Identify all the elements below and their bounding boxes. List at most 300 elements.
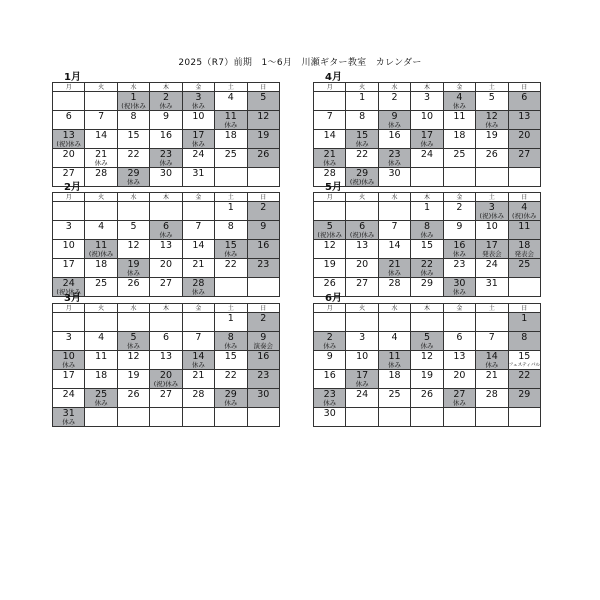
day-number: 24 — [420, 149, 434, 160]
day-number: 27 — [518, 149, 531, 160]
weekday-header: 木 — [411, 193, 443, 202]
day-cell — [215, 351, 247, 370]
day-number: 31 — [485, 278, 498, 289]
day-cell — [346, 389, 378, 408]
day-cell — [182, 149, 214, 168]
day-cell — [182, 111, 214, 130]
day-number: 9 — [326, 351, 333, 362]
weekday-header: 月 — [53, 304, 85, 313]
day-number: 18 — [95, 370, 108, 381]
weekday-header: 日 — [508, 83, 540, 92]
day-note: 休み — [420, 231, 434, 239]
day-note: 休み — [159, 159, 173, 167]
day-number: 26 — [127, 389, 140, 400]
day-cell — [117, 130, 149, 149]
day-number: 3 — [195, 92, 202, 103]
weekday-header: 金 — [443, 304, 475, 313]
day-number: 20 — [356, 259, 369, 270]
day-number: 13 — [159, 351, 173, 362]
day-cell — [476, 130, 508, 149]
day-number: 22 — [224, 259, 237, 270]
weekday-header-row — [53, 304, 280, 313]
day-cell — [378, 149, 410, 168]
day-cell — [150, 130, 182, 149]
day-cell — [150, 240, 182, 259]
empty-cell — [53, 313, 85, 332]
day-cell — [53, 130, 85, 149]
day-cell — [346, 240, 378, 259]
day-note: 発表会 — [514, 250, 535, 258]
calendar-grid — [313, 82, 541, 187]
week-row — [314, 149, 541, 168]
day-note: 休み — [388, 269, 402, 277]
day-number: 24 — [62, 278, 75, 289]
day-cell — [85, 168, 117, 187]
day-number: 10 — [62, 240, 75, 251]
day-number: 30 — [453, 278, 466, 289]
day-number: 18 — [518, 240, 531, 251]
day-number: 5 — [130, 332, 137, 343]
day-cell — [346, 278, 378, 297]
day-number: 5 — [488, 92, 495, 103]
day-cell — [314, 370, 346, 389]
day-number: 17 — [62, 370, 75, 381]
month-label: 6月 — [325, 293, 342, 304]
day-number: 15 — [127, 130, 140, 141]
day-number: 6 — [65, 111, 72, 122]
day-number: 4 — [98, 221, 105, 232]
empty-cell — [150, 202, 182, 221]
day-cell — [215, 111, 247, 130]
day-cell — [85, 259, 117, 278]
day-note: (祝)休み — [349, 231, 375, 239]
day-cell — [443, 370, 475, 389]
day-cell — [411, 221, 443, 240]
day-number: 26 — [257, 149, 270, 160]
day-number: 16 — [159, 130, 173, 141]
empty-cell — [117, 313, 149, 332]
weekday-header-row — [53, 193, 280, 202]
day-cell — [508, 332, 540, 351]
day-number: 13 — [453, 351, 466, 362]
day-number: 2 — [260, 202, 267, 213]
day-cell — [508, 240, 540, 259]
week-row — [314, 259, 541, 278]
day-note: 休み — [388, 159, 402, 167]
day-number: 13 — [62, 130, 75, 141]
day-cell — [476, 259, 508, 278]
day-number: 7 — [98, 111, 105, 122]
day-cell — [150, 149, 182, 168]
day-cell — [215, 332, 247, 351]
day-note: (祝)休み — [121, 102, 146, 110]
day-cell — [346, 92, 378, 111]
week-row — [53, 351, 280, 370]
month-label: 2月 — [64, 182, 81, 193]
day-number: 23 — [388, 149, 401, 160]
day-cell — [182, 278, 214, 297]
day-cell — [476, 149, 508, 168]
day-number: 18 — [388, 370, 401, 381]
day-number: 25 — [453, 149, 466, 160]
weekday-header: 木 — [411, 83, 443, 92]
day-cell — [378, 130, 410, 149]
day-cell — [378, 111, 410, 130]
weekday-header-row — [53, 83, 280, 92]
day-cell — [182, 370, 214, 389]
weekday-header: 金 — [182, 83, 214, 92]
week-row — [53, 149, 280, 168]
day-cell — [117, 351, 149, 370]
day-number: 29 — [518, 389, 531, 400]
day-number: 5 — [326, 221, 333, 232]
day-cell — [508, 130, 540, 149]
week-row — [314, 389, 541, 408]
day-number: 21 — [388, 259, 401, 270]
day-number: 19 — [420, 370, 434, 381]
day-number: 11 — [95, 240, 108, 251]
day-number: 8 — [130, 111, 137, 122]
day-note: 休み — [191, 140, 205, 148]
day-number: 30 — [323, 408, 336, 419]
empty-cell — [53, 202, 85, 221]
day-note: 休み — [452, 399, 466, 407]
empty-cell — [215, 168, 247, 187]
day-note: 休み — [485, 121, 499, 129]
day-cell — [85, 351, 117, 370]
day-cell — [443, 202, 475, 221]
day-number: 3 — [488, 202, 495, 213]
day-number: 1 — [359, 92, 366, 103]
week-row — [314, 240, 541, 259]
day-number: 7 — [195, 221, 202, 232]
weekday-header-row — [314, 193, 541, 202]
day-cell — [443, 389, 475, 408]
day-number: 7 — [326, 111, 333, 122]
day-cell — [411, 389, 443, 408]
day-cell — [508, 221, 540, 240]
day-number: 23 — [453, 259, 466, 270]
day-note: 休み — [388, 121, 402, 129]
day-number: 8 — [423, 221, 430, 232]
weekday-header: 水 — [378, 193, 410, 202]
day-note: 演奏会 — [253, 342, 274, 350]
day-cell — [85, 370, 117, 389]
day-cell — [411, 332, 443, 351]
day-cell — [314, 149, 346, 168]
day-cell — [476, 111, 508, 130]
day-number: 21 — [323, 149, 336, 160]
day-number: 23 — [159, 149, 173, 160]
calendar-grid — [52, 192, 280, 297]
empty-cell — [247, 408, 279, 427]
day-note: 休み — [62, 418, 76, 426]
day-cell — [182, 130, 214, 149]
day-number: 25 — [224, 149, 237, 160]
day-cell — [508, 92, 540, 111]
day-cell — [53, 149, 85, 168]
day-number: 17 — [356, 370, 369, 381]
day-number: 16 — [257, 240, 270, 251]
weekday-header: 日 — [508, 193, 540, 202]
weekday-header: 土 — [215, 83, 247, 92]
day-note: 休み — [452, 102, 466, 110]
weekday-header: 水 — [117, 304, 149, 313]
day-number: 24 — [192, 149, 205, 160]
day-note: 休み — [127, 269, 141, 277]
day-note: 休み — [191, 102, 205, 110]
day-number: 16 — [453, 240, 466, 251]
day-cell — [85, 130, 117, 149]
day-note: 休み — [127, 178, 141, 186]
empty-cell — [508, 278, 540, 297]
day-cell — [150, 278, 182, 297]
empty-cell — [508, 408, 540, 427]
day-cell — [215, 202, 247, 221]
month-label: 5月 — [325, 182, 342, 193]
day-number: 20 — [453, 370, 466, 381]
day-cell — [117, 240, 149, 259]
week-row — [53, 313, 280, 332]
day-cell — [117, 168, 149, 187]
day-number: 23 — [257, 259, 270, 270]
day-number: 4 — [456, 92, 463, 103]
day-cell — [476, 221, 508, 240]
day-cell — [443, 130, 475, 149]
day-cell — [247, 221, 279, 240]
empty-cell — [182, 313, 214, 332]
day-cell — [476, 202, 508, 221]
day-cell — [85, 278, 117, 297]
day-cell — [508, 389, 540, 408]
day-number: 26 — [485, 149, 498, 160]
day-number: 30 — [388, 168, 401, 179]
day-note: (祝)休み — [317, 231, 342, 239]
calendar-grid — [313, 192, 541, 297]
weekday-header: 金 — [182, 193, 214, 202]
day-cell — [53, 111, 85, 130]
weekday-header: 木 — [150, 83, 182, 92]
empty-cell — [247, 278, 279, 297]
weekday-header: 月 — [314, 304, 346, 313]
day-cell — [215, 130, 247, 149]
empty-cell — [346, 408, 378, 427]
day-number: 1 — [521, 313, 528, 324]
weekday-header: 月 — [53, 83, 85, 92]
day-cell — [182, 389, 214, 408]
week-row — [314, 351, 541, 370]
month-label: 3月 — [64, 293, 81, 304]
day-note: (祝)休み — [88, 250, 114, 258]
day-number: 28 — [388, 278, 401, 289]
day-note: 休み — [191, 288, 205, 296]
day-cell — [476, 92, 508, 111]
empty-cell — [378, 313, 410, 332]
day-number: 4 — [521, 202, 528, 213]
day-number: 22 — [518, 370, 531, 381]
day-note: 休み — [159, 231, 173, 239]
week-row — [314, 370, 541, 389]
day-number: 27 — [159, 278, 173, 289]
week-row — [314, 332, 541, 351]
weekday-header: 日 — [247, 83, 279, 92]
day-cell — [314, 389, 346, 408]
day-number: 21 — [95, 149, 108, 160]
day-cell — [314, 130, 346, 149]
day-number: 1 — [423, 202, 430, 213]
empty-cell — [117, 202, 149, 221]
empty-cell — [182, 202, 214, 221]
day-cell — [53, 389, 85, 408]
day-cell — [346, 168, 378, 187]
weekday-header-row — [314, 304, 541, 313]
empty-cell — [411, 168, 443, 187]
day-cell — [117, 259, 149, 278]
empty-cell — [378, 202, 410, 221]
day-cell — [215, 389, 247, 408]
day-cell — [411, 202, 443, 221]
day-cell — [378, 92, 410, 111]
day-number: 10 — [62, 351, 75, 362]
week-row — [314, 168, 541, 187]
day-number: 27 — [62, 168, 75, 179]
day-cell — [215, 313, 247, 332]
day-number: 26 — [420, 389, 434, 400]
day-cell — [117, 278, 149, 297]
day-number: 4 — [391, 332, 398, 343]
weekday-header: 火 — [85, 83, 117, 92]
day-number: 15 — [224, 351, 237, 362]
weekday-header: 水 — [378, 83, 410, 92]
day-cell — [346, 332, 378, 351]
day-number: 25 — [95, 389, 108, 400]
day-cell — [508, 202, 540, 221]
day-cell — [378, 240, 410, 259]
weekday-header: 水 — [378, 304, 410, 313]
day-number: 8 — [227, 221, 234, 232]
day-cell — [378, 389, 410, 408]
weekday-header: 火 — [85, 193, 117, 202]
day-number: 17 — [62, 259, 75, 270]
day-cell — [150, 389, 182, 408]
day-cell — [508, 370, 540, 389]
weekday-header: 木 — [150, 304, 182, 313]
day-cell — [150, 332, 182, 351]
day-cell — [117, 389, 149, 408]
day-number: 10 — [485, 221, 498, 232]
empty-cell — [117, 408, 149, 427]
day-number: 29 — [224, 389, 237, 400]
day-cell — [378, 278, 410, 297]
day-number: 12 — [257, 111, 270, 122]
empty-cell — [346, 202, 378, 221]
day-cell — [215, 259, 247, 278]
day-cell — [346, 221, 378, 240]
day-number: 19 — [485, 130, 498, 141]
empty-cell — [443, 168, 475, 187]
weekday-header-row — [314, 83, 541, 92]
empty-cell — [443, 408, 475, 427]
day-number: 25 — [95, 278, 108, 289]
day-number: 15 — [224, 240, 237, 251]
day-cell — [443, 111, 475, 130]
empty-cell — [508, 168, 540, 187]
day-cell — [150, 351, 182, 370]
day-cell — [476, 389, 508, 408]
day-cell — [443, 149, 475, 168]
day-note: 発表会 — [482, 250, 502, 258]
day-cell — [411, 278, 443, 297]
day-number: 29 — [420, 278, 434, 289]
day-cell — [346, 259, 378, 278]
day-number: 21 — [192, 370, 205, 381]
day-note: (祝)休み — [153, 380, 179, 388]
day-number: 2 — [391, 92, 398, 103]
day-number: 12 — [323, 240, 336, 251]
day-cell — [443, 259, 475, 278]
day-cell — [443, 332, 475, 351]
day-cell — [346, 370, 378, 389]
day-note: 休み — [388, 361, 402, 369]
day-cell — [247, 389, 279, 408]
day-number: 14 — [95, 130, 108, 141]
day-note: 休み — [159, 102, 173, 110]
day-cell — [411, 92, 443, 111]
day-cell — [411, 149, 443, 168]
day-cell — [443, 240, 475, 259]
week-row — [53, 202, 280, 221]
day-number: 10 — [420, 111, 434, 122]
day-number: 12 — [485, 111, 498, 122]
day-cell — [247, 92, 279, 111]
day-number: 31 — [62, 408, 75, 419]
weekday-header: 木 — [411, 304, 443, 313]
day-cell — [150, 111, 182, 130]
day-number: 2 — [162, 92, 169, 103]
week-row — [314, 313, 541, 332]
day-note: 休み — [94, 399, 108, 407]
day-number: 6 — [521, 92, 528, 103]
day-number: 1 — [227, 202, 234, 213]
day-number: 27 — [356, 278, 369, 289]
day-number: 5 — [423, 332, 430, 343]
day-number: 13 — [518, 111, 531, 122]
day-cell — [314, 351, 346, 370]
empty-cell — [150, 408, 182, 427]
day-cell — [378, 168, 410, 187]
day-number: 30 — [159, 168, 173, 179]
day-cell — [346, 149, 378, 168]
day-cell — [53, 370, 85, 389]
weekday-header: 金 — [443, 193, 475, 202]
day-cell — [314, 259, 346, 278]
day-number: 12 — [127, 351, 140, 362]
day-number: 15 — [518, 351, 531, 362]
day-cell — [378, 332, 410, 351]
weekday-header: 木 — [150, 193, 182, 202]
week-row — [314, 221, 541, 240]
page-title: 2025（R7）前期 1～6月 川瀬ギター教室 カレンダー — [178, 58, 422, 68]
day-cell — [378, 259, 410, 278]
day-cell — [53, 259, 85, 278]
day-cell — [117, 221, 149, 240]
day-cell — [53, 332, 85, 351]
day-number: 21 — [485, 370, 498, 381]
empty-cell — [476, 408, 508, 427]
day-number: 3 — [423, 92, 430, 103]
day-number: 19 — [323, 259, 336, 270]
day-cell — [346, 130, 378, 149]
